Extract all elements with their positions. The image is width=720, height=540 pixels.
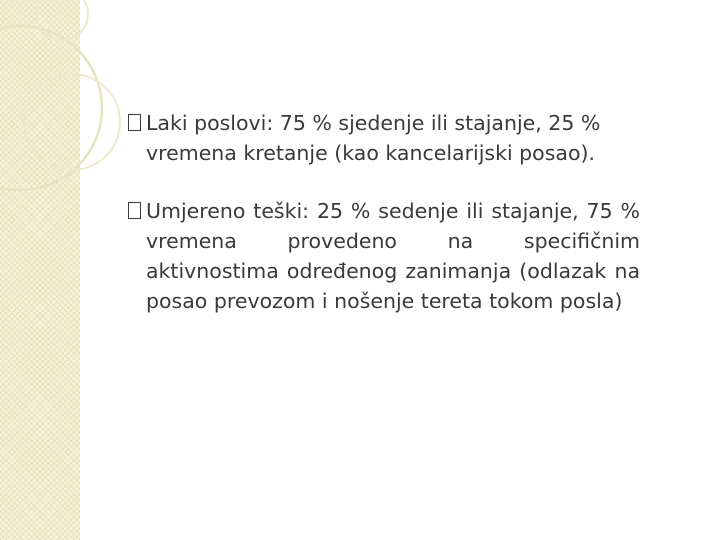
bullet-item-light-jobs (128, 108, 640, 168)
bullet-text-moderate-jobs: Umjereno teški: 25 % sedenje ili stajanje, 75 % vremena provedeno na specifičnim aktivnostima određenog zanimanja (odlazak na posao prevozom i nošenje tereta tokom posla) (146, 199, 640, 313)
bullet-glyph-icon (128, 114, 141, 131)
bullet-glyph-icon (128, 202, 141, 219)
decorative-circle-small (24, 74, 120, 170)
bullet-text-light-jobs: Laki poslovi: 75 % sjedenje ili stajanje, 25 % vremena kretanje (kao kancelarijski posao). (146, 111, 601, 165)
decorative-circle-top (36, 0, 88, 40)
bullet-list (128, 108, 640, 344)
bullet-item-moderate-jobs (128, 196, 640, 316)
